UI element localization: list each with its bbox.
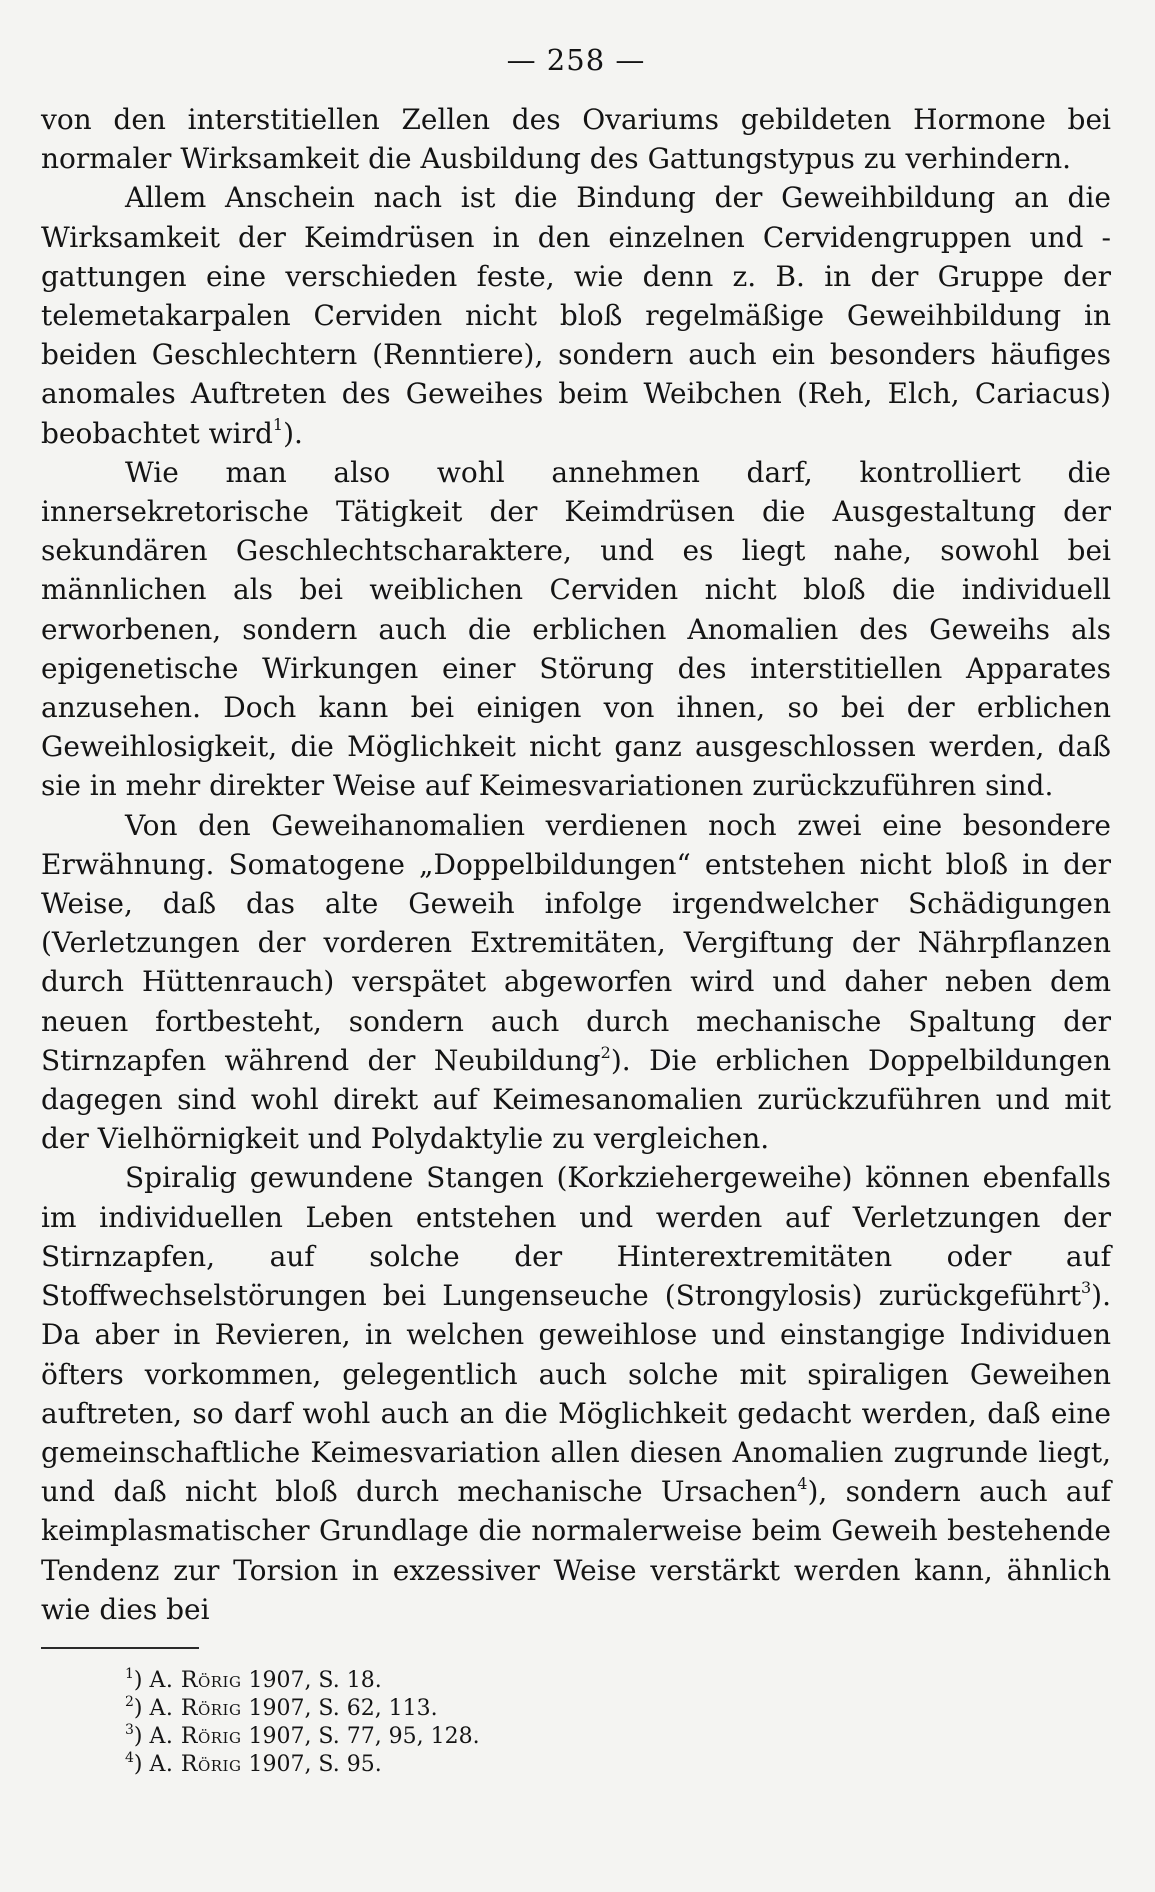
text-run: ). Die erblichen Doppelbildungen dagegen sind wohl direkt auf Keimesanomalien zurückzuführen und mit der Vielhörnigkeit und Polydaktylie zu vergleichen. <box>41 1043 1111 1156</box>
footnote-marker-number: 3 <box>125 1721 134 1738</box>
footnote-marker-paren: ) <box>133 1667 143 1693</box>
footnote-marker-paren: ) <box>133 1695 143 1721</box>
footnote-marker-number: 4 <box>125 1749 134 1766</box>
footnote-author: A. Rörig <box>149 1751 242 1777</box>
footnote-reference: 2 <box>600 1042 611 1062</box>
paragraph <box>41 453 1111 806</box>
text-run: Wie man also wohl annehmen darf, kontrolliert die innersekretorische Tätigkeit der Keimdrüsen die Ausgestaltung der sekundären Geschlechtscharaktere, und es liegt nahe, sowohl bei männlichen als bei weiblichen Cerviden nicht bloß die individuell erworbenen, sondern auch die erblichen Anomalien des Geweihs als epigenetische Wirkungen einer Störung des interstitiellen Apparates anzusehen. Doch kann bei einigen von ihnen, so bei der erblichen Geweihlosigkeit, die Möglichkeit nicht ganz ausgeschlossen werden, daß sie in mehr direkter Weise auf Keimesvariationen zurückzuführen sind. <box>41 455 1111 803</box>
footnote-author: A. Rörig <box>149 1723 242 1749</box>
footnote-marker-number: 2 <box>125 1693 134 1710</box>
text-run: ). Da aber in Revieren, in welchen geweihlose und einstangige Individuen öfters vorkommen, gelegentlich auch solche mit spiraligen Geweihen auftreten, so darf wohl auch an die Möglichkeit gedacht werden, daß eine gemeinschaftliche Keimesvariation allen diesen Anomalien zugrunde liegt, und daß nicht bloß durch mechanische Ursachen <box>41 1279 1111 1509</box>
footnotes <box>41 1667 1111 1779</box>
footnote <box>125 1723 1111 1751</box>
paragraph <box>41 1158 1111 1628</box>
text-run: ), sondern auch auf keimplasmatischer Grundlage die normalerweise beim Geweih bestehende Tendenz zur Torsion in exzessiver Weise verstärkt werden kann, ähnlich wie dies bei <box>41 1475 1112 1626</box>
page-number: — 258 — <box>506 43 646 77</box>
footnote <box>125 1751 1111 1779</box>
text-run: Allem Anschein nach ist die Bindung der Geweihbildung an die Wirksamkeit der Keimdrüsen in den einzelnen Cervidengruppen und -gattungen eine verschieden feste, wie denn z. B. in der Gruppe der telemetakarpalen Cerviden nicht bloß regelmäßige Geweihbildung in beiden Geschlechtern (Renntiere), sondern auch ein besonders häufiges anomales Auftreten des Geweihes beim Weibchen (Reh, Elch, Cariacus) beobachtet wird <box>41 181 1111 450</box>
text-run: ). <box>283 416 303 450</box>
footnote-marker-paren: ) <box>133 1723 143 1749</box>
footnote-marker <box>125 1665 143 1693</box>
footnote-reference-text: 1907, S. 18. <box>248 1667 382 1693</box>
paragraph <box>41 806 1111 1159</box>
footnote <box>125 1667 1111 1695</box>
footnote-author: A. Rörig <box>149 1667 242 1693</box>
paragraph <box>41 100 1111 178</box>
footnote-reference-text: 1907, S. 95. <box>248 1751 382 1777</box>
footnote-author: A. Rörig <box>149 1695 242 1721</box>
footnote-reference: 3 <box>1080 1277 1092 1297</box>
footnote-divider <box>41 1647 199 1649</box>
footnote-reference: 4 <box>797 1473 808 1493</box>
footnote-marker <box>125 1749 143 1777</box>
text-run: Von den Geweihanomalien verdienen noch zwei eine besondere Erwähnung. Somatogene „Doppelbildungen“ entstehen nicht bloß in der Weise, daß das alte Geweih infolge irgendwelcher Schädigungen (Verletzungen der vorderen Extremitäten, Vergiftung der Nährpflanzen durch Hüttenrauch) verspätet abgeworfen wird und daher neben dem neuen fortbesteht, sondern auch durch mechanische Spaltung der Stirnzapfen während der Neubildung <box>41 808 1111 1077</box>
footnote-marker-paren: ) <box>133 1751 143 1777</box>
text-run: Spiralig gewundene Stangen (Korkziehergeweihe) können ebenfalls im individuellen Leben entstehen und werden auf Verletzungen der Stirnzapfen, auf solche der Hinterextremitäten oder auf Stoffwechselstörungen bei Lungenseuche (Strongylosis) zurückgeführt <box>41 1161 1111 1313</box>
footnote-reference: 1 <box>272 415 284 435</box>
footnote-reference-text: 1907, S. 62, 113. <box>248 1695 438 1721</box>
footnote-reference-text: 1907, S. 77, 95, 128. <box>248 1723 480 1749</box>
paragraph <box>41 178 1111 452</box>
footnote-marker <box>125 1721 143 1749</box>
footnote-marker-number: 1 <box>125 1665 134 1682</box>
body-text <box>41 100 1111 1629</box>
footnote <box>125 1695 1111 1723</box>
footnote-marker <box>125 1693 143 1721</box>
text-run: von den interstitiellen Zellen des Ovariums gebildeten Hormone bei normaler Wirksamkeit die Ausbildung des Gattungstypus zu verhindern. <box>41 103 1111 176</box>
